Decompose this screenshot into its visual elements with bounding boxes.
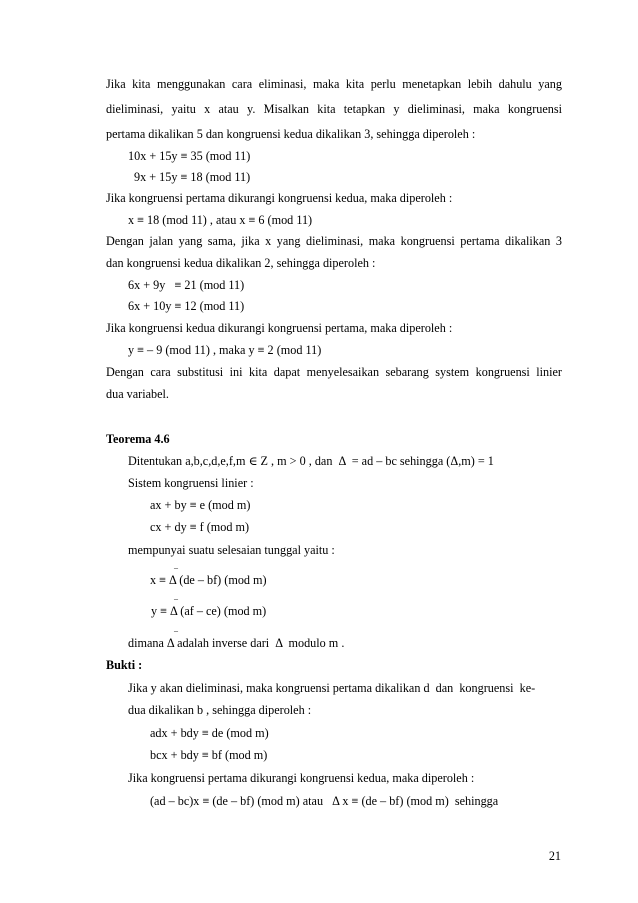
equation: ax + by ≡ e (mod m) <box>150 498 251 512</box>
equation: x ≡ 18 (mod 11) , atau x ≡ 6 (mod 11) <box>128 213 313 227</box>
page-number: 21 <box>548 849 561 863</box>
theorem-line: Ditentukan a,b,c,d,e,f,m ∈ Z , m > 0 , dan Δ = ad – bc sehingga (Δ,m) = 1 <box>128 454 494 468</box>
theorem-title: Teorema 4.6 <box>106 432 170 446</box>
equation: x ≡ Δ (de – bf) (mod m) <box>150 573 267 587</box>
paragraph-line: Jika kongruensi kedua dikurangi kongruensi pertama, maka diperoleh : <box>106 321 453 335</box>
paragraph-line: Jika kita menggunakan cara eliminasi, maka kita perlu menetapkan lebih dahulu yang <box>106 77 562 91</box>
theorem-line: dimana Δ adalah inverse dari Δ modulo m . <box>128 636 345 650</box>
paragraph-line: Jika kongruensi pertama dikurangi kongruensi kedua, maka diperoleh : <box>106 191 453 205</box>
paragraph-line: dieliminasi, yaitu x atau y. Misalkan kita tetapkan y dieliminasi, maka kongruensi <box>106 102 562 116</box>
proof-line: dua dikalikan b , sehingga diperoleh : <box>128 703 312 717</box>
paragraph-line: pertama dikalikan 5 dan kongruensi kedua dikalikan 3, sehingga diperoleh : <box>106 127 476 141</box>
equation: y ≡ Δ (af – ce) (mod m) <box>151 604 267 618</box>
paragraph-line: Dengan jalan yang sama, jika x yang dieliminasi, maka kongruensi pertama dikalikan 3 <box>106 234 562 248</box>
overbar-mark: – <box>174 563 178 572</box>
equation: 10x + 15y ≡ 35 (mod 11) <box>128 149 251 163</box>
theorem-line: Sistem kongruensi linier : <box>128 476 254 490</box>
proof-title: Bukti : <box>106 658 143 672</box>
theorem-line: mempunyai suatu selesaian tunggal yaitu : <box>128 543 335 557</box>
equation: cx + dy ≡ f (mod m) <box>150 520 250 534</box>
overbar-mark: – <box>174 626 178 635</box>
equation: (ad – bc)x ≡ (de – bf) (mod m) atau Δ x ≡ (de – bf) (mod m) sehingga <box>150 794 499 808</box>
overbar-mark: – <box>174 594 178 603</box>
equation: 6x + 10y ≡ 12 (mod 11) <box>128 299 245 313</box>
proof-line: Jika y akan dieliminasi, maka kongruensi pertama dikalikan d dan kongruensi ke- <box>128 681 536 695</box>
proof-line: Jika kongruensi pertama dikurangi kongruensi kedua, maka diperoleh : <box>128 771 475 785</box>
equation: y ≡ – 9 (mod 11) , maka y ≡ 2 (mod 11) <box>128 343 322 357</box>
equation: 9x + 15y ≡ 18 (mod 11) <box>134 170 251 184</box>
equation: bcx + bdy ≡ bf (mod m) <box>150 748 268 762</box>
paragraph-line: dan kongruensi kedua dikalikan 2, sehingga diperoleh : <box>106 256 376 270</box>
paragraph-line: dua variabel. <box>106 387 169 401</box>
equation: adx + bdy ≡ de (mod m) <box>150 726 269 740</box>
equation: 6x + 9y ≡ 21 (mod 11) <box>128 278 245 292</box>
paragraph-line: Dengan cara substitusi ini kita dapat menyelesaikan sebarang system kongruensi linier <box>106 365 562 379</box>
